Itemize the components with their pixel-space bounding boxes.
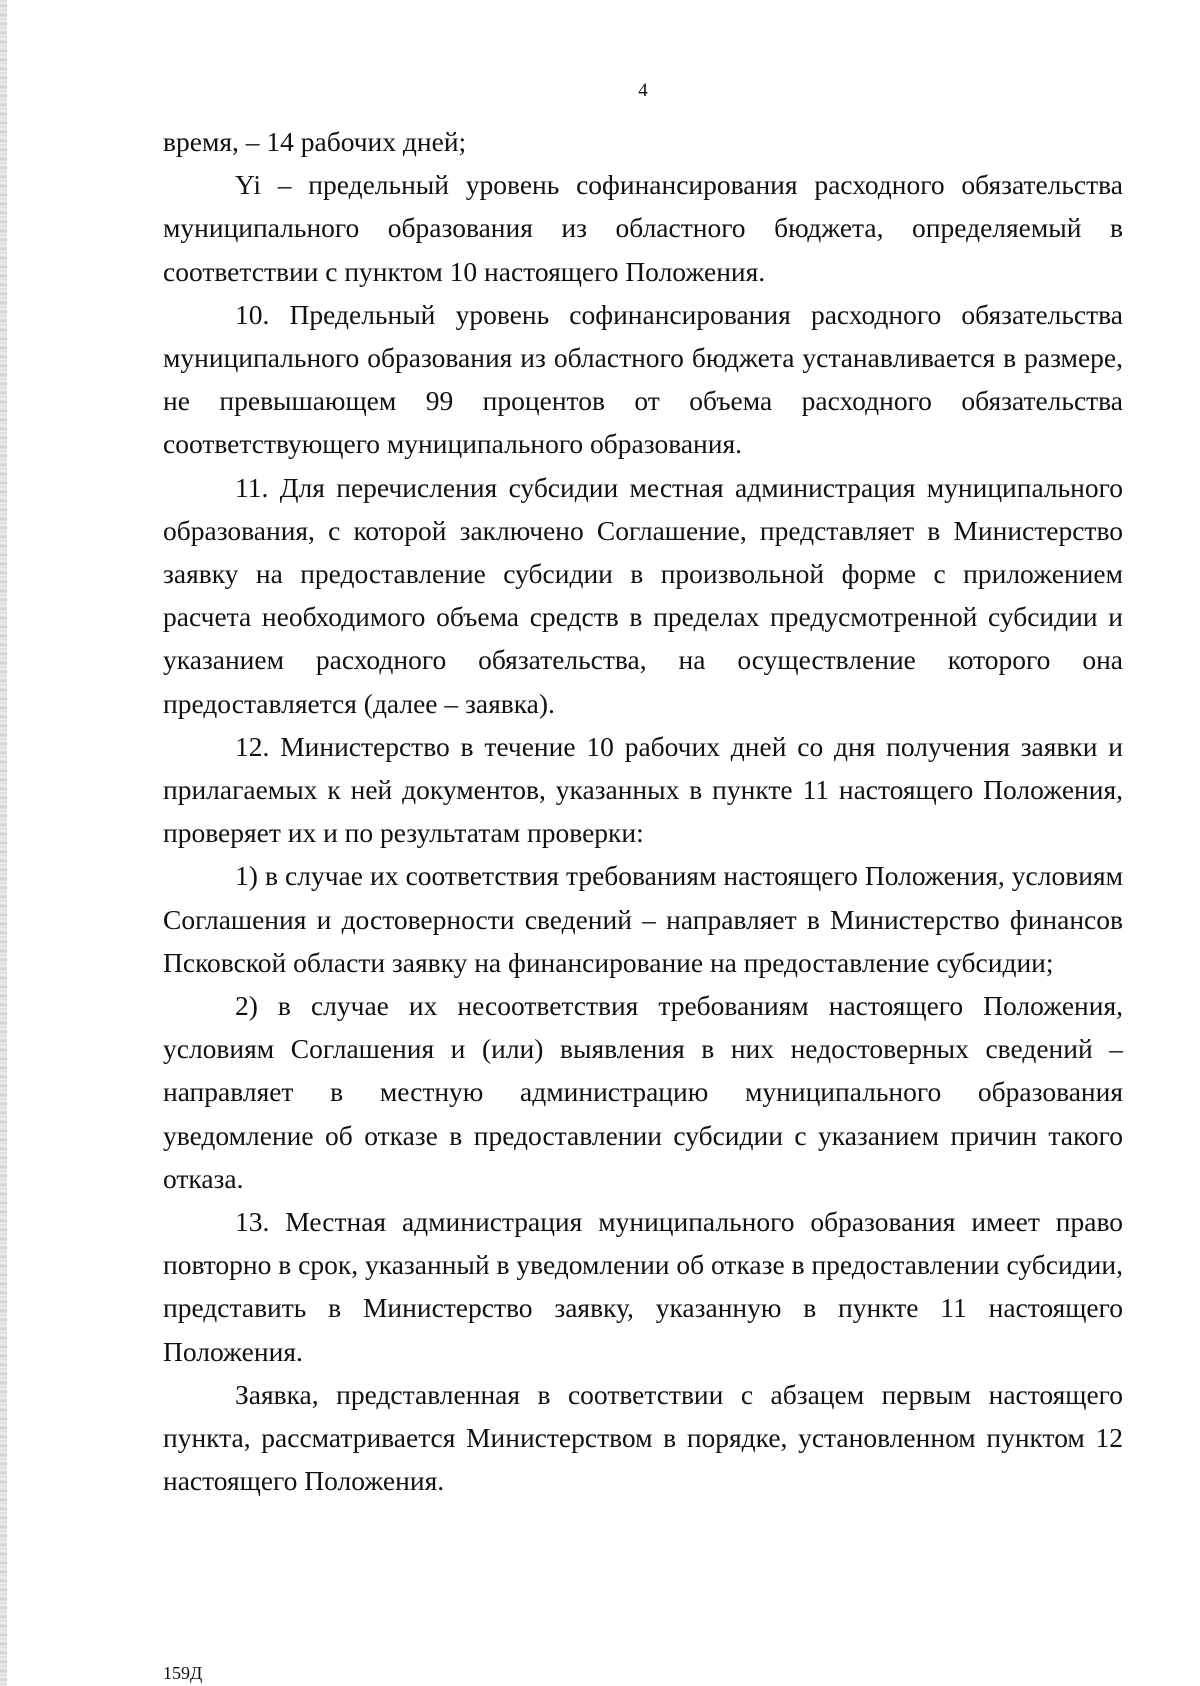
page-number: 4 [638,80,648,101]
document-code: 159Д [163,1663,203,1683]
paragraph: время, – 14 рабочих дней; [163,126,467,157]
paragraph: Заявка, представленная в соответствии с абзацем первым настоящего пункта, рассматривается Министерством в порядке, установленном пунктом 12 настоящего Положения. [163,1378,1123,1497]
paragraph: 12. Министерство в течение 10 рабочих дней со дня получения заявки и прилагаемых к ней документов, указанных в пункте 11 настоящего Положения, проверяет их и по результатам проверки: [163,730,1123,849]
document-body [163,120,1123,1503]
paragraph: 1) в случае их соответствия требованиям настоящего Положения, условиям Соглашения и достоверности сведений – направляет в Министерство финансов Псковской области заявку на финансирование на предоставление субсидии; [163,860,1123,978]
paragraph: Yi – предельный уровень софинансирования расходного обязательства муниципального образования из областного бюджета, определяемый в соответствии с пунктом 10 настоящего Положения. [163,169,1123,287]
paragraph: 11. Для перечисления субсидии местная администрация муниципального образования, с которой заключено Соглашение, представляет в Министерство заявку на предоставление субсидии в произвольной форме с приложением расчета необходимого объема средств в пределах предусмотренной субсидии и указанием расходного обязательства, на осуществление которого она предоставляется (далее – заявка). [163,471,1123,719]
scan-edge [0,0,7,1686]
paragraph: 13. Местная администрация муниципального образования имеет право повторно в срок, указанный в уведомлении об отказе в предоставлении субсидии, представить в Министерство заявку, указанную в пункте 11 настоящего Положения. [163,1206,1123,1367]
paragraph: 10. Предельный уровень софинансирования расходного обязательства муниципального образования из областного бюджета устанавливается в размере, не превышающем 99 процентов от объема расходного обязательства соответствующего муниципального образования. [163,298,1123,460]
paragraph: 2) в случае их несоответствия требованиям настоящего Положения, условиям Соглашения и (или) выявления в них недостоверных сведений – направляет в местную администрацию муниципального образования уведомление об отказе в предоставлении субсидии с указанием причин такого отказа. [163,990,1123,1194]
